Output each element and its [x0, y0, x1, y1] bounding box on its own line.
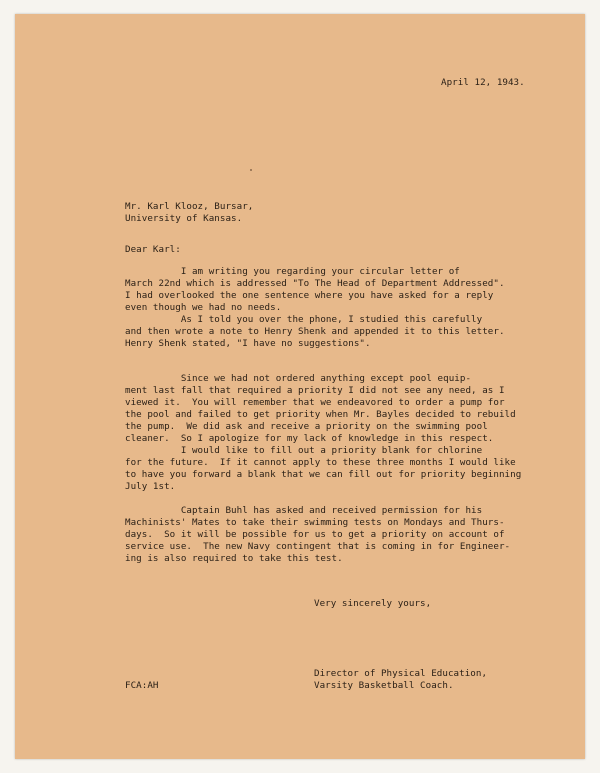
typist-initials: FCA:AH	[125, 680, 159, 691]
paragraph-4	[125, 445, 521, 493]
signature-title: Director of Physical Education,	[314, 668, 488, 679]
paragraph-2	[125, 314, 505, 350]
salutation: Dear Karl:	[125, 244, 181, 255]
paragraph-line: Henry Shenk stated, "I have no suggestions".	[125, 338, 371, 349]
paragraph-line: service use. The new Navy contingent that is coming in for Engineer-	[125, 541, 511, 552]
paragraph-line: I would like to fill out a priority blank for chlorine	[125, 445, 483, 456]
paragraph-5	[125, 505, 510, 565]
paragraph-line: days. So it will be possible for us to get a priority on account of	[125, 529, 505, 540]
paragraph-line: even though we had no needs.	[125, 302, 282, 313]
paragraph-line: I had overlooked the one sentence where you have asked for a reply	[125, 290, 494, 301]
paragraph-line: As I told you over the phone, I studied this carefully	[125, 314, 483, 325]
paragraph-1	[125, 266, 505, 314]
paragraph-3	[125, 373, 516, 445]
paragraph-line: the pool and failed to get priority when Mr. Bayles decided to rebuild	[125, 409, 516, 420]
signature-title: Varsity Basketball Coach.	[314, 680, 454, 691]
paragraph-line: Captain Buhl has asked and received permission for his	[125, 505, 483, 516]
recipient-name: Mr. Karl Klooz, Bursar,	[125, 201, 254, 212]
signature-block	[314, 668, 487, 692]
paragraph-line: ing is also required to take this test.	[125, 553, 343, 564]
recipient-institution: University of Kansas.	[125, 213, 243, 224]
letter-page	[15, 14, 585, 759]
paragraph-line: to have you forward a blank that we can fill out for priority beginning	[125, 469, 522, 480]
closing: Very sincerely yours,	[314, 598, 432, 609]
paragraph-line: for the future. If it cannot apply to these three months I would like	[125, 457, 516, 468]
paragraph-line: July 1st.	[125, 481, 176, 492]
paragraph-line: Machinists' Mates to take their swimming tests on Mondays and Thurs-	[125, 517, 505, 528]
paragraph-line: the pump. We did ask and receive a priority on the swimming pool	[125, 421, 488, 432]
paragraph-line: ment last fall that required a priority I did not see any need, as I	[125, 385, 505, 396]
paragraph-line: March 22nd which is addressed "To The Head of Department Addressed".	[125, 278, 505, 289]
paragraph-line: and then wrote a note to Henry Shenk and appended it to this letter.	[125, 326, 505, 337]
paragraph-line: cleaner. So I apologize for my lack of knowledge in this respect.	[125, 433, 494, 444]
paragraph-line: Since we had not ordered anything except pool equip-	[125, 373, 472, 384]
paragraph-line: I am writing you regarding your circular letter of	[125, 266, 460, 277]
ink-speck	[250, 169, 252, 171]
paragraph-line: viewed it. You will remember that we endeavored to order a pump for	[125, 397, 505, 408]
recipient-address	[125, 201, 253, 225]
letter-date: April 12, 1943.	[441, 77, 525, 88]
